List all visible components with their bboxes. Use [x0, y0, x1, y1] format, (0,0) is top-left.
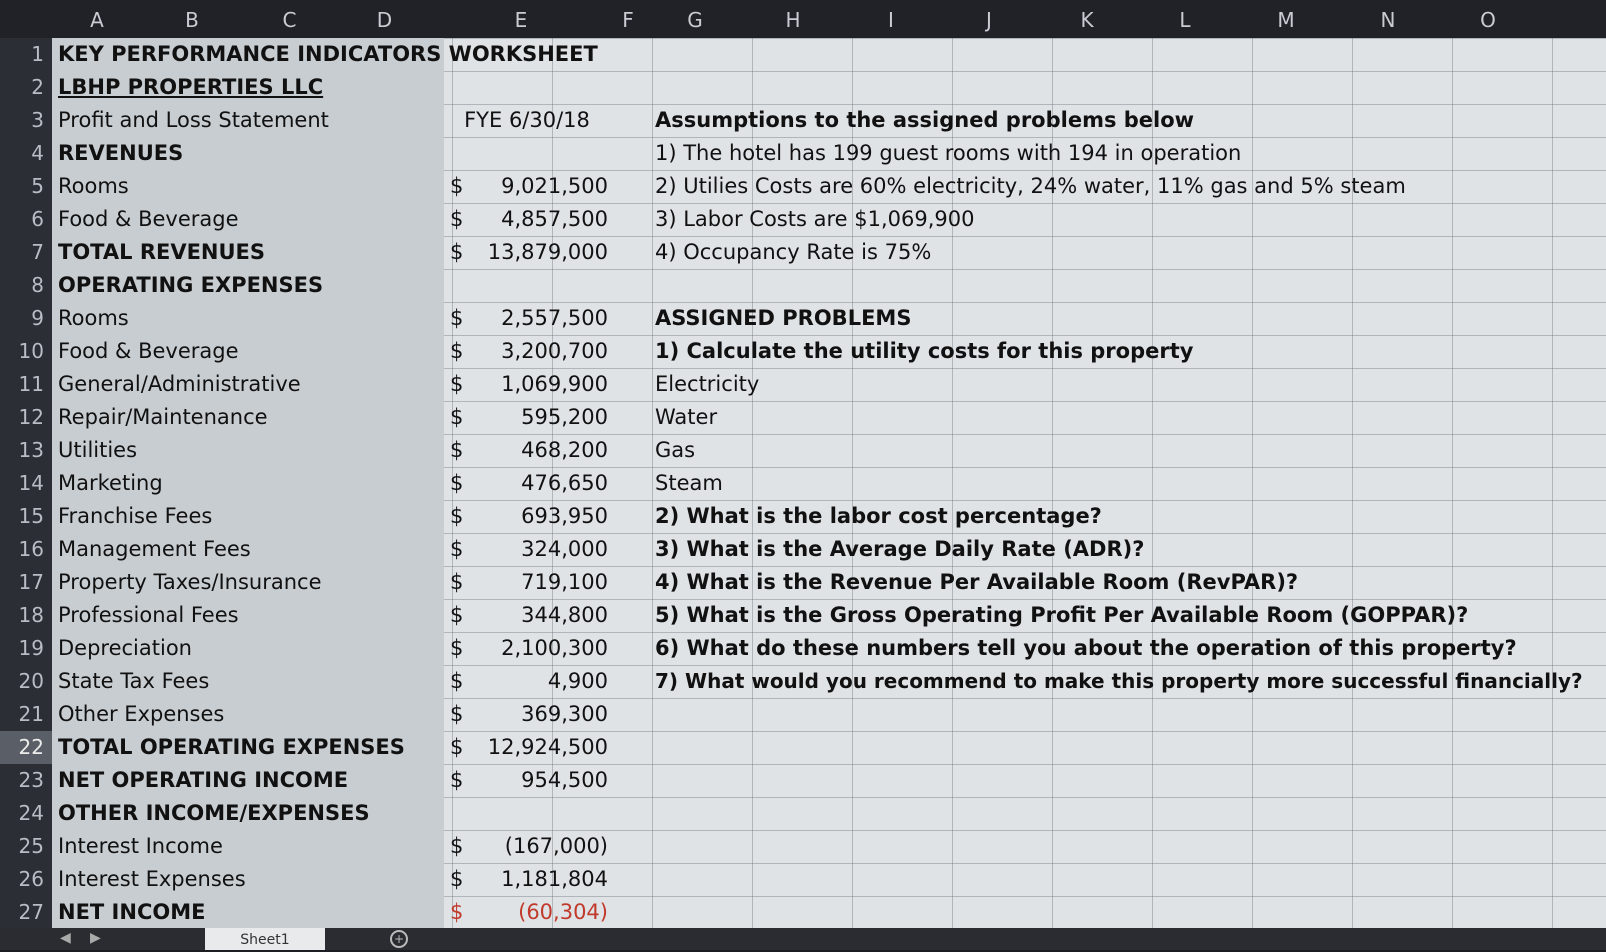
row-header[interactable]: 3 — [31, 108, 44, 132]
row-header[interactable]: 24 — [18, 801, 44, 825]
currency-cell: $ — [450, 570, 464, 594]
utility-cell[interactable]: Electricity — [655, 372, 760, 396]
line-label-cell[interactable]: Property Taxes/Insurance — [58, 570, 322, 594]
column-header[interactable]: E — [514, 8, 528, 32]
line-label-cell[interactable]: Interest Income — [58, 834, 223, 858]
line-label-cell[interactable]: Interest Expenses — [58, 867, 246, 891]
line-label-cell[interactable]: Rooms — [58, 174, 129, 198]
row-header[interactable]: 27 — [18, 900, 44, 924]
utility-cell[interactable]: Gas — [655, 438, 696, 462]
utility-cell[interactable]: Steam — [655, 471, 723, 495]
column-header-bar — [0, 0, 1606, 38]
amount-cell[interactable]: 476,650 — [521, 471, 608, 495]
problem-cell[interactable]: 4) What is the Revenue Per Available Room (RevPAR)? — [655, 570, 1299, 594]
column-header[interactable]: G — [687, 8, 703, 32]
line-label-cell[interactable]: OPERATING EXPENSES — [58, 273, 324, 297]
amount-cell[interactable]: 1,069,900 — [501, 372, 608, 396]
statement-title-cell[interactable]: Profit and Loss Statement — [58, 108, 329, 132]
column-header[interactable]: J — [986, 8, 992, 32]
scroll-right-icon[interactable]: ▶ — [90, 930, 101, 946]
amount-cell[interactable]: 3,200,700 — [501, 339, 608, 363]
amount-cell[interactable]: 369,300 — [521, 702, 608, 726]
sheet-tab[interactable]: Sheet1 — [205, 928, 325, 950]
line-label-cell[interactable]: Repair/Maintenance — [58, 405, 268, 429]
column-header[interactable]: F — [622, 8, 634, 32]
amount-cell[interactable]: 4,857,500 — [501, 207, 608, 231]
column-header[interactable]: D — [376, 8, 393, 32]
company-name-cell[interactable]: LBHP PROPERTIES LLC — [58, 75, 324, 99]
column-header[interactable]: N — [1380, 8, 1396, 32]
scroll-left-icon[interactable]: ◀ — [60, 930, 71, 946]
line-label-cell[interactable]: Depreciation — [58, 636, 192, 660]
currency-cell: $ — [450, 636, 464, 660]
row-header[interactable]: 21 — [18, 702, 44, 726]
line-label-cell[interactable]: NET INCOME — [58, 900, 206, 924]
amount-cell[interactable]: 2,557,500 — [501, 306, 608, 330]
amount-cell[interactable]: 719,100 — [521, 570, 608, 594]
currency-cell: $ — [450, 240, 464, 264]
column-header[interactable]: A — [90, 8, 104, 32]
row-header[interactable]: 13 — [18, 438, 44, 462]
assumption-cell[interactable]: 3) Labor Costs are $1,069,900 — [655, 207, 975, 231]
amount-cell[interactable]: 9,021,500 — [501, 174, 608, 198]
line-label-cell[interactable]: OTHER INCOME/EXPENSES — [58, 801, 370, 825]
currency-cell: $ — [450, 603, 464, 627]
currency-cell: $ — [450, 438, 464, 462]
row-header[interactable]: 25 — [18, 834, 44, 858]
problem-cell[interactable]: 5) What is the Gross Operating Profit Per Available Room (GOPPAR)? — [655, 603, 1469, 627]
line-label-cell[interactable]: Professional Fees — [58, 603, 239, 627]
currency-cell: $ — [450, 537, 464, 561]
row-header[interactable]: 12 — [18, 405, 44, 429]
line-label-cell[interactable]: Food & Beverage — [58, 339, 239, 363]
line-label-cell[interactable]: Franchise Fees — [58, 504, 213, 528]
line-label-cell[interactable]: TOTAL OPERATING EXPENSES — [58, 735, 405, 759]
problem-cell[interactable]: 1) Calculate the utility costs for this property — [655, 339, 1194, 363]
row-header[interactable]: 22 — [0, 731, 52, 764]
net-income-cell[interactable]: (60,304) — [518, 900, 608, 924]
amount-cell[interactable]: 324,000 — [521, 537, 608, 561]
line-label-cell[interactable]: Food & Beverage — [58, 207, 239, 231]
line-label-cell[interactable]: General/Administrative — [58, 372, 301, 396]
worksheet-title-cell[interactable]: KEY PERFORMANCE INDICATORS WORKSHEET — [58, 42, 598, 66]
amount-cell[interactable]: 4,900 — [547, 669, 608, 693]
row-header[interactable]: 6 — [31, 207, 44, 231]
row-header[interactable]: 4 — [31, 141, 44, 165]
amount-cell[interactable]: 2,100,300 — [501, 636, 608, 660]
amount-cell[interactable]: 13,879,000 — [487, 240, 608, 264]
column-header[interactable]: B — [185, 8, 199, 32]
column-header[interactable]: L — [1179, 8, 1191, 32]
currency-cell: $ — [450, 339, 464, 363]
currency-cell: $ — [450, 207, 464, 231]
currency-cell: $ — [450, 405, 464, 429]
row-header[interactable]: 18 — [18, 603, 44, 627]
row-header[interactable]: 15 — [18, 504, 44, 528]
currency-cell: $ — [450, 768, 464, 792]
assumptions-header-cell[interactable]: Assumptions to the assigned problems below — [655, 108, 1195, 132]
problem-cell[interactable]: 6) What do these numbers tell you about the operation of this property? — [655, 636, 1517, 660]
currency-cell: $ — [450, 471, 464, 495]
amount-cell[interactable]: 344,800 — [521, 603, 608, 627]
line-label-cell[interactable]: TOTAL REVENUES — [58, 240, 266, 264]
problem-cell[interactable]: 2) What is the labor cost percentage? — [655, 504, 1102, 528]
amount-cell[interactable]: 468,200 — [521, 438, 608, 462]
amount-cell[interactable]: 595,200 — [521, 405, 608, 429]
currency-cell: $ — [450, 504, 464, 528]
row-header[interactable]: 2 — [31, 75, 44, 99]
line-label-cell[interactable]: NET OPERATING INCOME — [58, 768, 349, 792]
line-label-cell[interactable]: State Tax Fees — [58, 669, 210, 693]
line-label-cell[interactable]: Management Fees — [58, 537, 251, 561]
problems-header-cell[interactable]: ASSIGNED PROBLEMS — [655, 306, 912, 330]
row-header[interactable]: 9 — [31, 306, 44, 330]
currency-cell: $ — [450, 900, 464, 924]
currency-cell: $ — [450, 735, 464, 759]
currency-cell: $ — [450, 834, 464, 858]
add-sheet-icon[interactable]: + — [390, 930, 408, 948]
amount-cell[interactable]: 1,181,804 — [501, 867, 608, 891]
row-header[interactable]: 7 — [31, 240, 44, 264]
amount-cell[interactable]: 12,924,500 — [487, 735, 608, 759]
row-header[interactable]: 23 — [18, 768, 44, 792]
column-header[interactable]: O — [1480, 8, 1496, 32]
assumption-cell[interactable]: 2) Utilies Costs are 60% electricity, 24% water, 11% gas and 5% steam — [655, 174, 1406, 198]
row-header[interactable]: 11 — [18, 372, 44, 396]
column-header[interactable]: C — [282, 8, 297, 32]
period-cell[interactable]: FYE 6/30/18 — [464, 108, 590, 132]
row-header[interactable]: 19 — [18, 636, 44, 660]
row-header[interactable]: 10 — [18, 339, 44, 363]
line-label-cell[interactable]: Marketing — [58, 471, 163, 495]
assumption-cell[interactable]: 1) The hotel has 199 guest rooms with 194 in operation — [655, 141, 1242, 165]
amount-cell[interactable]: 954,500 — [521, 768, 608, 792]
line-label-cell[interactable]: Rooms — [58, 306, 129, 330]
row-header[interactable]: 26 — [18, 867, 44, 891]
currency-cell: $ — [450, 174, 464, 198]
currency-cell: $ — [450, 867, 464, 891]
currency-cell: $ — [450, 702, 464, 726]
row-header[interactable]: 8 — [31, 273, 44, 297]
row-header[interactable]: 1 — [31, 42, 44, 66]
column-header[interactable]: H — [785, 8, 801, 32]
line-label-cell[interactable]: REVENUES — [58, 141, 184, 165]
row-header[interactable]: 5 — [31, 174, 44, 198]
row-header[interactable]: 20 — [18, 669, 44, 693]
row-header[interactable]: 16 — [18, 537, 44, 561]
line-label-cell[interactable]: Other Expenses — [58, 702, 225, 726]
amount-cell[interactable]: 693,950 — [521, 504, 608, 528]
currency-cell: $ — [450, 669, 464, 693]
row-header-bar — [0, 38, 52, 928]
column-header[interactable]: K — [1080, 8, 1094, 32]
problem-cell[interactable]: 3) What is the Average Daily Rate (ADR)? — [655, 537, 1145, 561]
problem-cell[interactable]: 7) What would you recommend to make this property more successful financially? — [655, 669, 1583, 693]
line-label-cell[interactable]: Utilities — [58, 438, 138, 462]
currency-cell: $ — [450, 306, 464, 330]
utility-cell[interactable]: Water — [655, 405, 718, 429]
row-header[interactable]: 17 — [18, 570, 44, 594]
assumption-cell[interactable]: 4) Occupancy Rate is 75% — [655, 240, 932, 264]
amount-cell[interactable]: (167,000) — [504, 834, 608, 858]
column-header[interactable]: M — [1277, 8, 1295, 32]
row-header[interactable]: 14 — [18, 471, 44, 495]
column-header[interactable]: I — [888, 8, 894, 32]
currency-cell: $ — [450, 372, 464, 396]
